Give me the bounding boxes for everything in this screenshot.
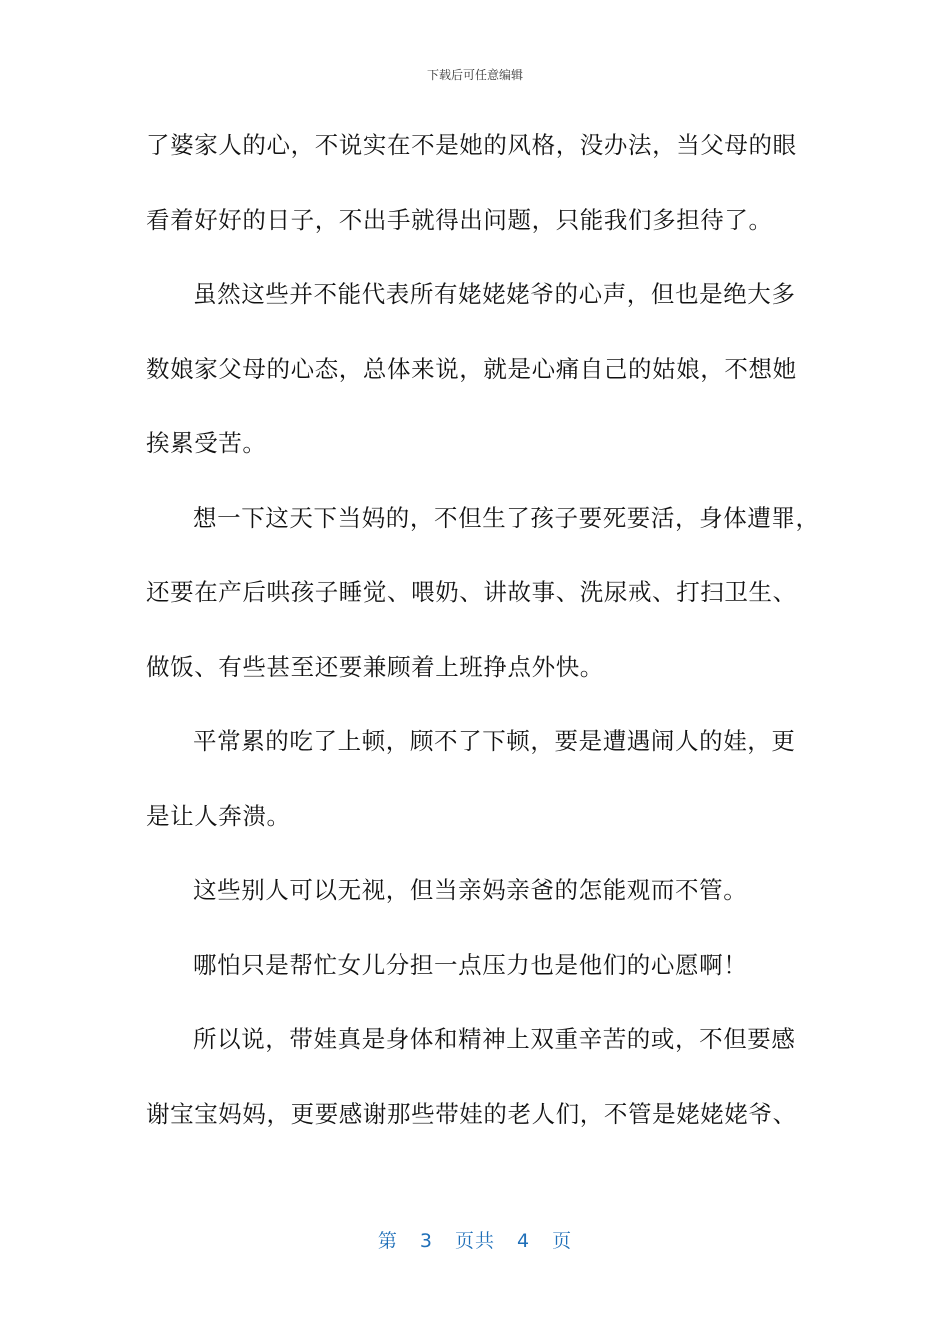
page-label-suffix: 页 xyxy=(552,1230,573,1252)
header-note: 下载后可任意编辑 xyxy=(426,68,523,82)
text-line: 谢宝宝妈妈，更要感谢那些带娃的老人们，不管是姥姥姥爷、 xyxy=(146,1099,797,1128)
body-text xyxy=(146,120,820,1163)
text-line: 是让人奔溃。 xyxy=(146,801,291,830)
text-line: 做饭、有些甚至还要兼顾着上班挣点外快。 xyxy=(146,652,604,681)
total-pages-number: 4 xyxy=(517,1230,531,1252)
text-line: 挨累受苦。 xyxy=(146,429,267,457)
text-line: 所以说，带娃真是身体和精神上双重辛苦的或，不但要感 xyxy=(193,1025,796,1053)
text-line: 虽然这些并不能代表所有姥姥姥爷的心声，但也是绝大多 xyxy=(193,280,796,308)
page-label-prefix: 第 xyxy=(377,1230,398,1252)
text-line: 看着好好的日子，不出手就得出问题，只能我们多担待了。 xyxy=(146,205,773,234)
page-label-middle: 页共 xyxy=(454,1230,495,1252)
current-page-number: 3 xyxy=(419,1230,433,1252)
page-footer xyxy=(0,1226,950,1253)
text-line: 数娘家父母的心态，总体来说，就是心痛自己的姑娘，不想她 xyxy=(146,354,797,383)
text-line: 想一下这天下当妈的，不但生了孩子要死要活，身体遭罪， xyxy=(193,503,820,532)
text-line: 哪怕只是帮忙女儿分担一点压力也是他们的心愿啊！ xyxy=(193,950,748,979)
text-line: 了婆家人的心，不说实在不是她的风格，没办法，当父母的眼 xyxy=(146,131,797,159)
text-line: 平常累的吃了上顿，顾不了下顿，要是遭遇闹人的娃，更 xyxy=(193,727,796,755)
text-line: 还要在产后哄孩子睡觉、喂奶、讲故事、洗尿戒、打扫卫生、 xyxy=(146,578,797,606)
text-line: 这些别人可以无视，但当亲妈亲爸的怎能观而不管。 xyxy=(193,876,748,904)
